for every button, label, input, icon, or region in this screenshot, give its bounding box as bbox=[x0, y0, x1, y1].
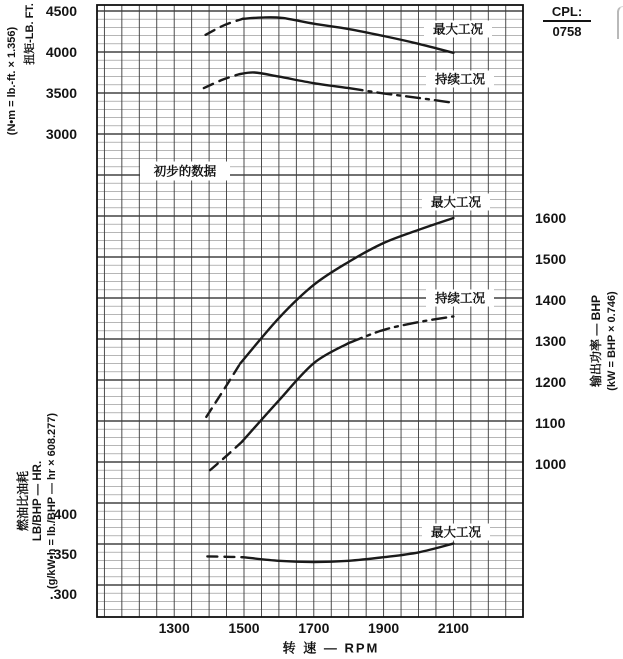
scan-edge-artifact bbox=[617, 6, 623, 39]
power-axis-title: 输出功率 — BHP bbox=[589, 294, 604, 388]
power-axis-conversion: (kW = BHP × 0.746) bbox=[605, 291, 618, 391]
cpl-label: CPL: bbox=[551, 4, 583, 19]
torque-axis-title: 扭矩-LB. FT. bbox=[23, 3, 36, 65]
curve-fuel-max-dashed bbox=[207, 556, 243, 557]
x-tick-label: 1700 bbox=[298, 620, 330, 636]
cpl-divider bbox=[543, 20, 591, 22]
curve-fuel-max-solid bbox=[243, 544, 453, 562]
curve-power-cont-solid bbox=[242, 343, 348, 441]
curve-torque-max-solid bbox=[243, 17, 453, 52]
power-tick-label: 1600 bbox=[535, 210, 567, 226]
fuel-axis-unit: LB/BHP — HR. bbox=[32, 460, 45, 542]
x-axis-title: 转 速 — RPM bbox=[282, 640, 380, 656]
cpl-value: 0758 bbox=[552, 24, 582, 39]
x-tick-label: 1900 bbox=[368, 620, 400, 636]
power-tick-label: 1100 bbox=[535, 415, 566, 431]
series-label-power-max: 最大工况 bbox=[430, 195, 482, 210]
power-tick-label: 1200 bbox=[535, 374, 567, 390]
power-tick-label: 1400 bbox=[535, 292, 567, 308]
x-tick-label: 2100 bbox=[437, 620, 469, 636]
torque-tick-label: 3500 bbox=[45, 85, 77, 101]
series-label-fuel-max: 最大工况 bbox=[430, 525, 482, 540]
fuel-tick-label: .400 bbox=[49, 506, 77, 522]
power-tick-label: 1500 bbox=[535, 251, 567, 267]
series-label-torque-cont: 持续工况 bbox=[434, 72, 486, 87]
cpl-block bbox=[541, 4, 593, 39]
x-tick-label: 1500 bbox=[228, 620, 260, 636]
curve-torque-max-dashed bbox=[206, 19, 243, 35]
fuel-axis-conversion: (g/kW•h = lb./BHP — hr × 608.277) bbox=[45, 412, 58, 590]
fuel-axis-title: 燃油比油耗 bbox=[16, 470, 31, 532]
torque-tick-label: 3000 bbox=[45, 126, 77, 142]
series-label-power-cont: 持续工况 bbox=[434, 291, 486, 306]
fuel-tick-label: .350 bbox=[49, 546, 77, 562]
x-tick-label: 1300 bbox=[158, 620, 190, 636]
power-tick-label: 1000 bbox=[535, 456, 567, 472]
curve-torque-cont-solid bbox=[239, 72, 348, 88]
fuel-tick-label: .300 bbox=[49, 586, 77, 602]
curve-power-max-solid bbox=[240, 218, 453, 364]
torque-axis-conversion: (N•m = lb.-ft. × 1.356) bbox=[5, 26, 18, 136]
power-tick-label: 1300 bbox=[535, 333, 567, 349]
preliminary-data-watermark: 初步的数据 bbox=[153, 164, 217, 179]
torque-tick-label: 4500 bbox=[45, 3, 77, 19]
series-label-torque-max: 最大工况 bbox=[432, 22, 484, 37]
torque-tick-label: 4000 bbox=[45, 44, 77, 60]
